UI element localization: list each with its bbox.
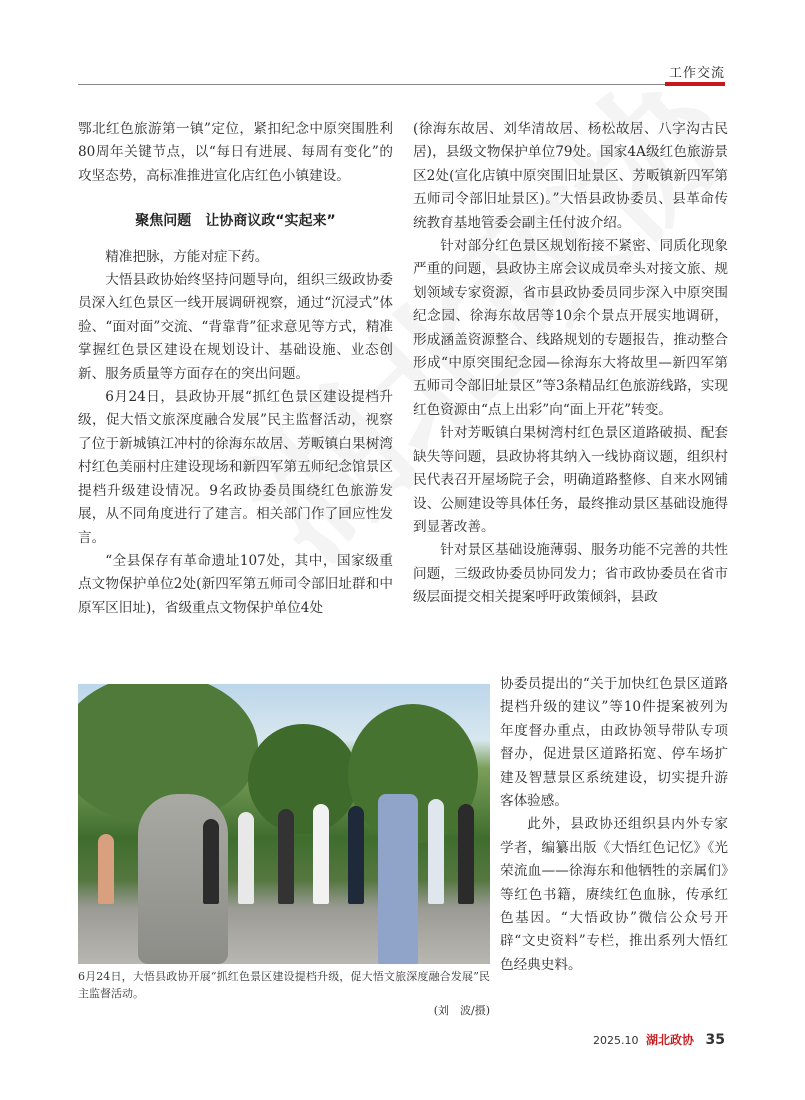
right-paragraph-4-cont: 协委员提出的“关于加快红色景区道路提档升级的建议”等10件提案被列为年度督办重点，由政协领导带队专项督办，促进景区道路拓宽、停车场扩建及智慧景区系统建设，切实提升游客体验感。 <box>500 676 728 810</box>
caption-text: 6月24日，大悟县政协开展“抓红色景区建设提档升级，促大悟文旅深度融合发展”民主监督活动。 <box>78 970 490 1000</box>
person <box>313 804 329 904</box>
right-column-lower <box>500 673 728 977</box>
left-paragraph-3: 大悟县政协始终坚持问题导向，组织三级政协委员深入红色景区一线开展调研视察，通过“沉浸式”体验、“面对面”交流、“背靠背”征求意见等方式，精准掌握红色景区建设在规划设计、基础设施、业态创新、服务质量等方面存在的突出问题。 <box>78 272 393 382</box>
header-rule <box>78 84 725 85</box>
event-photo <box>78 684 490 964</box>
page-number: 35 <box>705 1032 725 1048</box>
person <box>203 819 219 904</box>
right-paragraph-5: 此外，县政协还组织县内外专家学者，编纂出版《大悟红色记忆》《光荣流血——徐海东和他牺牲的亲属们》等红色书籍，赓续红色血脉，传承红色基因。“大悟政协”微信公众号开辟“文史资料”专栏，推出系列大悟红色经典史料。 <box>500 816 728 973</box>
person <box>348 806 364 904</box>
person <box>238 812 254 904</box>
right-paragraph-3: 针对芳畈镇白果树湾村红色景区道路破损、配套缺失等问题，县政协将其纳入一线协商议题，组织村民代表召开屋场院子会，明确道路整修、自来水网铺设、公厕建设等具体任务，最终推动景区基础设施得到显著改善。 <box>413 425 728 535</box>
photo-credit: (刘 波/摄) <box>433 1004 490 1017</box>
page-footer <box>593 1031 725 1048</box>
photo-caption <box>78 968 490 1019</box>
person <box>458 804 474 904</box>
left-paragraph-1: 鄂北红色旅游第一镇”定位，紧扣纪念中原突围胜利80周年关键节点，以“每日有进展、每周有变化”的攻坚态势，高标准推进宣化店红色小镇建设。 <box>78 121 393 184</box>
header-accent <box>665 82 725 86</box>
left-paragraph-4: 6月24日，县政协开展“抓红色景区建设提档升级，促大悟文旅深度融合发展”民主监督活动，视察了位于新城镇江冲村的徐海东故居、芳畈镇白果树湾村红色美丽村庄建设现场和新四军第五师纪念馆景区提档升级建设情况。9名政协委员围绕红色旅游发展，从不同角度进行了建言。相关部门作了回应性发言。 <box>78 389 393 546</box>
magazine-brand: 湖北政协 <box>646 1033 695 1047</box>
tree-shape <box>248 724 358 834</box>
right-column <box>413 118 728 610</box>
section-title: 聚焦问题 让协商议政“实起来” <box>135 213 336 230</box>
right-paragraph-2: 针对部分红色景区规划衔接不紧密、同质化现象严重的问题，县政协主席会议成员牵头对接文旅、规划领域专家资源，省市县政协委员同步深入中原突围纪念园、徐海东故居等10余个景点开展实地调研，形成涵盖资源整合、线路规划的专题报告，推动整合形成“中原突围纪念园—徐海东大将故里—新四军第五师司令部旧址景区”等3条精品红色旅游线路，实现红色资源由“点上出彩”向“面上开花”转变。 <box>413 238 728 418</box>
person <box>98 834 114 904</box>
left-paragraph-5: “全县保存有革命遗址107处，其中，国家级重点文物保护单位2处(新四军第五师司令部旧址群和中原军区旧址)，省级重点文物保护单位4处 <box>78 552 393 616</box>
section-header: 工作交流 <box>668 66 725 81</box>
left-column <box>78 118 393 620</box>
right-paragraph-4: 针对景区基础设施薄弱、服务功能不完善的共性问题，三级政协委员协同发力；省市政协委员在省市级层面提交相关提案呼吁政策倾斜，县政 <box>413 542 728 606</box>
left-paragraph-2: 精准把脉，方能对症下药。 <box>105 248 269 265</box>
person <box>378 794 418 964</box>
issue-date: 2025.10 <box>593 1034 639 1047</box>
right-paragraph-1: (徐海东故居、刘华清故居、杨松故居、八字沟古民居)，县级文物保护单位79处。国家4A级红色旅游景区2处(宣化店镇中原突围旧址景区、芳畈镇新四军第五师司令部旧址景区)。”大悟县政协委员、县革命传统教育基地管委会副主任付波介绍。 <box>413 121 728 231</box>
person <box>278 809 294 904</box>
person <box>428 799 444 904</box>
